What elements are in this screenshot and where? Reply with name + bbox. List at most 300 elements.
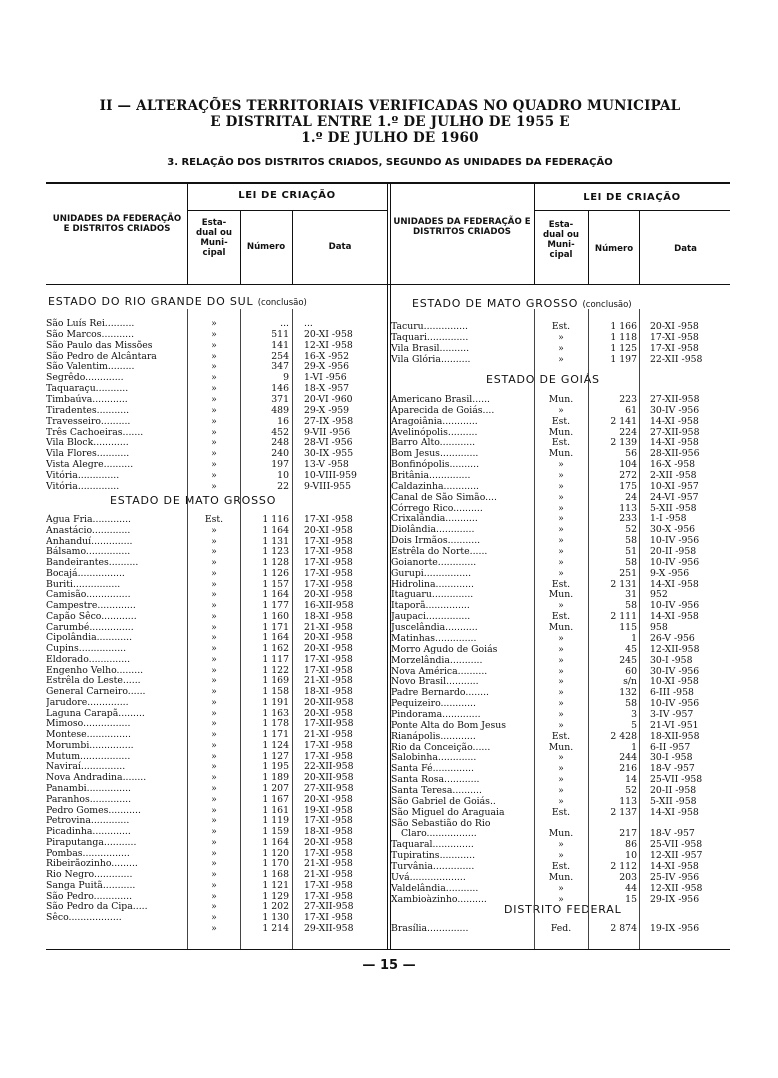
cell-date: 25-VII -958 [650,774,703,786]
cell-state: » [211,383,217,395]
cell-number: 1 125 [610,343,637,354]
cell-number: 1 167 [262,793,289,805]
cell-number: 197 [271,459,289,471]
cell-state: » [211,729,217,741]
cell-state: » [211,459,217,471]
cell-name: Canal de São Simão.... [391,491,497,503]
cell-name: Aragoiânia............ [391,415,478,427]
cell-date: 21-XI -958 [304,729,353,741]
cell-number: 113 [619,795,637,807]
cell-date: 18-X -957 [304,383,350,395]
cell-date: 1-I -958 [650,513,687,525]
table-subtitle: 3. RELAÇÃO DOS DISTRITOS CRIADOS, SEGUNDO AS UNIDADES DA FEDERAÇÃO [167,157,613,168]
cell-number: 31 [625,589,637,601]
cell-state: » [558,343,564,354]
cell-number: 1 207 [262,783,289,794]
cell-name: General Carneiro...... [46,686,146,698]
cell-state: Est. [551,611,571,623]
cell-state: Est. [551,437,571,449]
date-column-header: Data [674,244,697,254]
table-row [46,655,730,666]
cell-number: 132 [619,687,637,699]
cell-date: 10-IV -956 [650,535,700,547]
cell-number: 24 [625,491,637,503]
table-row [46,872,730,883]
cell-name: Avelinópolis.......... [391,426,478,438]
table-row [46,405,730,416]
table-row [46,524,730,535]
cell-date: 12-XI -958 [304,339,353,351]
cell-name: Bom Jesus............. [391,448,479,460]
cell-state: » [211,318,217,329]
cell-name: Cipolândia............ [46,632,133,644]
table-row [46,666,730,677]
header-vline [292,210,293,285]
table-row [46,481,730,492]
cell-state: » [211,480,217,492]
cell-date: 12-XII-958 [650,643,700,655]
table-row [46,394,730,405]
table-row [46,793,730,807]
cell-date: 20-II -958 [650,546,697,558]
cell-number: 1 131 [262,535,289,547]
cell-state: » [211,739,217,751]
cell-date: 27-XII-958 [650,426,700,438]
cell-state: Fed. [550,923,572,934]
cell-number: 2 874 [610,923,637,934]
cell-number: 245 [619,654,637,666]
cell-number: 115 [619,622,637,634]
cell-state: » [558,556,564,568]
cell-date: 5-XII -958 [650,502,697,514]
table-row [46,644,730,655]
section-title-rio-grande-do-sul: ESTADO DO RIO GRANDE DO SUL (conclusão) [48,295,307,308]
cell-date: 30-X -956 [650,524,696,536]
cell-state: » [558,763,564,775]
cell-state: » [211,339,217,351]
cell-state: » [558,535,564,547]
table-row [46,503,730,514]
cell-state: » [558,491,564,503]
cell-name: Morzelândia........... [391,654,483,666]
cell-date: 10-VIII-959 [304,469,357,481]
cell-name: Britânia.............. [391,470,471,482]
table-row [46,923,730,934]
cell-name: Água Fria............. [46,514,131,525]
cell-state: Est. [551,415,571,427]
cell-number: 233 [619,513,637,525]
date-column-header: Data [328,242,352,252]
cell-name: Engenho Velho......... [46,664,144,676]
cell-number: 86 [625,839,637,851]
cell-number: 146 [271,383,289,395]
column-rule [639,309,640,949]
cell-number: 1 123 [262,546,289,558]
cell-date: 1-VI -956 [304,372,347,384]
cell-number: 1 195 [262,761,289,773]
cell-date: 17-XI -958 [304,664,353,676]
cell-number: 1 197 [610,354,637,365]
cell-number: 2 141 [610,415,637,427]
cell-name: Sêco.................. [46,912,122,924]
table-row [46,818,730,829]
cell-name: Vila Brasil.......... [391,343,470,354]
cell-state: » [211,415,217,427]
cell-state: » [211,847,217,859]
cell-state: » [211,772,217,784]
cell-number: 1 116 [262,514,289,525]
cell-state: Est. [551,730,571,742]
cell-date: 21-XI -958 [304,675,353,687]
cell-date: 10-XI -957 [650,480,699,492]
cell-date: 16-X -958 [650,459,696,471]
cell-date: 6-II -957 [650,741,691,753]
cell-name: Eldorado.............. [46,653,131,665]
cell-number: 2 428 [610,730,637,742]
cell-date: 14-XI -958 [650,611,699,623]
cell-date: 17-XI -958 [304,514,353,525]
cell-date: 14-XI -958 [650,415,699,427]
cell-number: 1 118 [610,332,637,343]
cell-date: 17-XII-958 [304,718,354,730]
table-row [46,383,730,394]
cell-number: 15 [625,893,637,905]
cell-number: 10 [625,850,637,862]
cell-state: » [558,567,564,579]
cell-state: » [211,578,217,590]
cell-state: » [558,643,564,655]
cell-name: Ribeirãozinho......... [46,858,138,870]
cell-state: » [211,836,217,848]
cell-number: 1 130 [262,912,289,924]
cell-date: 27-XII-958 [304,901,354,913]
cell-state: Mun. [548,394,574,405]
cell-number: 3 [631,708,637,720]
header-vline [588,210,589,285]
cell-name: São Pedro de Alcântara [46,350,157,362]
cell-state: » [558,513,564,525]
cell-state: Est. [551,578,571,590]
cell-date: 12-XII -957 [650,850,703,862]
table-row [46,912,730,923]
cell-name: São Luís Rei.......... [46,318,135,329]
cell-date: 21-XI -958 [304,621,353,633]
cell-state: » [558,502,564,514]
cell-name: Rio Negro............. [46,869,133,881]
cell-name: Paranhos.............. [46,793,132,805]
table-row [46,470,730,481]
cell-name: São Marcos........... [46,328,135,340]
cell-date: 17-XI -958 [650,332,699,343]
cell-name: Capão Sêco............ [46,610,137,622]
cell-date: 2-XII -958 [650,470,697,482]
cell-state: » [558,632,564,644]
cell-number: 347 [271,361,289,373]
header-bottom-rule [46,284,730,285]
cell-number: 1 164 [262,836,289,848]
cell-number: 52 [625,524,637,536]
cell-name: Itaguaru.............. [391,589,474,601]
cell-state: » [211,361,217,373]
cell-date: 28-XII-956 [650,448,700,460]
cell-name: Estrêla do Norte...... [391,546,488,558]
cell-state: » [211,350,217,362]
cell-name: Buriti................ [46,578,121,590]
cell-number: 240 [271,448,289,460]
cell-name: São Pedro............. [46,890,133,902]
cell-number: 56 [625,448,637,460]
table-row [46,343,730,354]
cell-state: Mun. [548,426,574,438]
cell-number: 1 126 [262,567,289,579]
cell-name: Petrovina............. [46,815,130,827]
cell-number: 58 [625,600,637,612]
cell-name: Naviraí............... [46,761,126,773]
cell-name: Cupins................ [46,643,127,655]
state-column-header: Esta- dual ou Muni- cipal [542,220,580,260]
table-row [46,321,730,332]
table-row [46,437,730,448]
cell-number: 1 170 [262,858,289,870]
cell-date: 3-IV -957 [650,708,694,720]
cell-state: Mun. [548,448,574,460]
cell-number: 1 160 [262,610,289,622]
cell-state: Mun. [548,828,574,840]
cell-date: 18-XI -958 [304,686,353,698]
cell-state: » [558,524,564,536]
cell-date: 29-X -959 [304,404,350,416]
cell-date: 952 [650,589,668,601]
table-row [46,600,730,611]
cell-name: Jarudore.............. [46,696,129,708]
cell-state: » [211,858,217,870]
header-subrule [534,210,730,211]
cell-state: » [211,610,217,622]
table-bottom-rule [46,949,730,950]
cell-state: » [211,621,217,633]
cell-state: » [558,839,564,851]
cell-number: 175 [619,480,637,492]
number-column-header: Número [246,242,286,252]
cell-name: Sanga Puitã........... [46,879,136,891]
cell-date: 25-VII -958 [650,839,703,851]
column-rule [187,309,188,949]
cell-number: 1 [631,741,637,753]
column-rule [534,309,535,949]
cell-name: Valdelândia........... [391,882,479,894]
cell-state: » [558,850,564,862]
cell-number: 224 [619,426,637,438]
cell-date: 25-IV -956 [650,871,700,883]
table-row [46,774,730,785]
table-row [46,785,730,796]
cell-date: 20-XI -958 [304,643,353,655]
cell-date: 26-V -956 [650,632,695,644]
cell-name: Pedro Gomes........... [46,804,141,816]
cell-state: » [211,643,217,655]
cell-number: 203 [619,871,637,883]
cell-date: 20-XI -958 [304,836,353,848]
cell-date: 20-XII-958 [304,772,354,784]
column-rule [240,309,241,949]
cell-number: 2 137 [610,806,637,818]
cell-name: Pequizeiro............ [391,698,476,710]
cell-date: 27-XII-958 [650,394,700,405]
cell-state: » [558,708,564,720]
cell-number: 1 177 [262,600,289,612]
cell-date: 17-XI -958 [304,847,353,859]
cell-date: 10-IV -956 [650,556,700,568]
cell-date: 17-XI -958 [304,815,353,827]
cell-date: 30-IX -955 [304,448,354,460]
cell-number: 1 157 [262,578,289,590]
cell-date: 22-XII-958 [304,761,354,773]
cell-number: 1 158 [262,686,289,698]
cell-date: 14-XI -958 [650,437,699,449]
cell-number: 1 164 [262,589,289,601]
cell-name: Gurupi................ [391,567,472,579]
cell-date: 20-XI -958 [304,328,353,340]
cell-state: » [558,404,564,416]
cell-date: 12-XII -958 [650,882,703,894]
cell-state: » [211,524,217,536]
cell-date: 27-IX -958 [304,415,354,427]
law-group-header: LEI DE CRIAÇÃO [238,190,336,201]
cell-number: 1 164 [262,524,289,536]
cell-number: 1 171 [262,621,289,633]
table-row [46,804,730,818]
table-row [46,698,730,709]
cell-name: Itaporã............... [391,600,470,612]
cell-date: 17-XI -958 [304,557,353,569]
table-row [46,513,730,524]
cell-name: Santa Fé.............. [391,763,474,775]
cell-date: 10-XI -958 [650,676,699,688]
cell-number: 1 169 [262,675,289,687]
cell-name: Nova Andradina........ [46,772,147,784]
cell-number: 1 128 [262,557,289,569]
cell-date: 17-XI -958 [304,546,353,558]
cell-date: 10-IV -956 [650,600,700,612]
table-row [46,535,730,546]
header-vline [639,210,640,285]
cell-name: Brasília.............. [391,923,469,934]
page-number: — 15 — [362,958,416,973]
cell-date: 18-XII-958 [650,730,700,742]
cell-state: » [558,882,564,894]
cell-date: 14-XI -958 [650,806,699,818]
cell-number: 1 117 [262,653,289,665]
cell-state: » [211,761,217,773]
table-row [46,633,730,644]
cell-number: 1 164 [262,632,289,644]
cell-state: » [558,459,564,471]
cell-state: » [211,922,217,934]
table-row [46,720,730,731]
cell-number: 58 [625,556,637,568]
cell-state: » [558,795,564,807]
table-row [46,883,730,894]
cell-date: 20-XI -958 [304,632,353,644]
table-row [46,687,730,698]
cell-date: 29-X -956 [304,361,350,373]
cell-name: Vila Block............ [46,437,129,449]
section-title-distrito-federal: DISTRITO FEDERAL [504,903,622,916]
cell-date: 18-XI -958 [304,610,353,622]
cell-date: 20-II -958 [650,784,697,796]
cell-name: Mimoso................ [46,718,131,730]
cell-name: Vitória.............. [46,480,120,492]
cell-date: 17-XI -958 [304,567,353,579]
cell-number: 1 159 [262,826,289,838]
cell-state: » [211,707,217,719]
cell-number: 5 [631,719,637,731]
main-heading-line-2: E DISTRITAL ENTRE 1.º DE JULHO DE 1955 E [210,114,570,130]
cell-date: 9-VIII-955 [304,480,351,492]
cell-number: 217 [619,828,637,840]
cell-number: 2 112 [610,860,637,872]
cell-name: Bonfinópolis.......... [391,459,480,471]
cell-state: » [211,600,217,612]
column-rule [292,309,293,949]
cell-state: » [211,664,217,676]
cell-state: Mun. [548,871,574,883]
cell-number: ... [280,318,289,329]
cell-state: » [211,546,217,558]
cell-name: Estrêla do Leste...... [46,675,141,687]
cell-number: 371 [271,393,289,405]
cell-number: 61 [625,404,637,416]
cell-state: » [211,557,217,569]
cell-number: 58 [625,535,637,547]
cell-date: 6-III -958 [650,687,694,699]
cell-date: 18-V -957 [650,763,695,775]
cell-date: 30-IV -956 [650,665,700,677]
cell-name: Uvá................... [391,871,466,883]
cell-name: Caldazinha............ [391,480,479,492]
cell-number: 244 [619,752,637,764]
header-vline [240,210,241,285]
cell-date: 18-V -957 [650,828,695,840]
cell-date: 27-XII-958 [304,783,354,794]
cell-state: » [211,393,217,405]
cell-date: 17-XI -958 [304,750,353,762]
cell-number: 141 [271,339,289,351]
header-subrule [187,210,387,211]
table-row [46,427,730,438]
cell-name: Padre Bernardo........ [391,687,490,699]
cell-date: 22-XII -958 [650,354,703,365]
cell-name: Aparecida de Goiás.... [391,404,495,416]
table-row [46,546,730,557]
cell-number: 1 191 [262,696,289,708]
cell-name: Vila Flores........... [46,448,130,460]
cell-state: » [211,890,217,902]
cell-state: » [558,687,564,699]
cell-number: 1 127 [262,750,289,762]
table-row [46,416,730,427]
cell-date: 16-X -952 [304,350,350,362]
cell-state: Mun. [548,622,574,634]
cell-name: Mutum................. [46,750,131,762]
cell-name: Tiradentes........... [46,404,130,416]
cell-name: Vila Glória.......... [391,354,471,365]
cell-number: 1 202 [262,901,289,913]
cell-date: 29-IX -956 [650,893,700,905]
cell-name: Timbaúva............ [46,393,128,405]
cell-name: Piraputanga........... [46,836,137,848]
cell-date: 17-XI -958 [304,879,353,891]
